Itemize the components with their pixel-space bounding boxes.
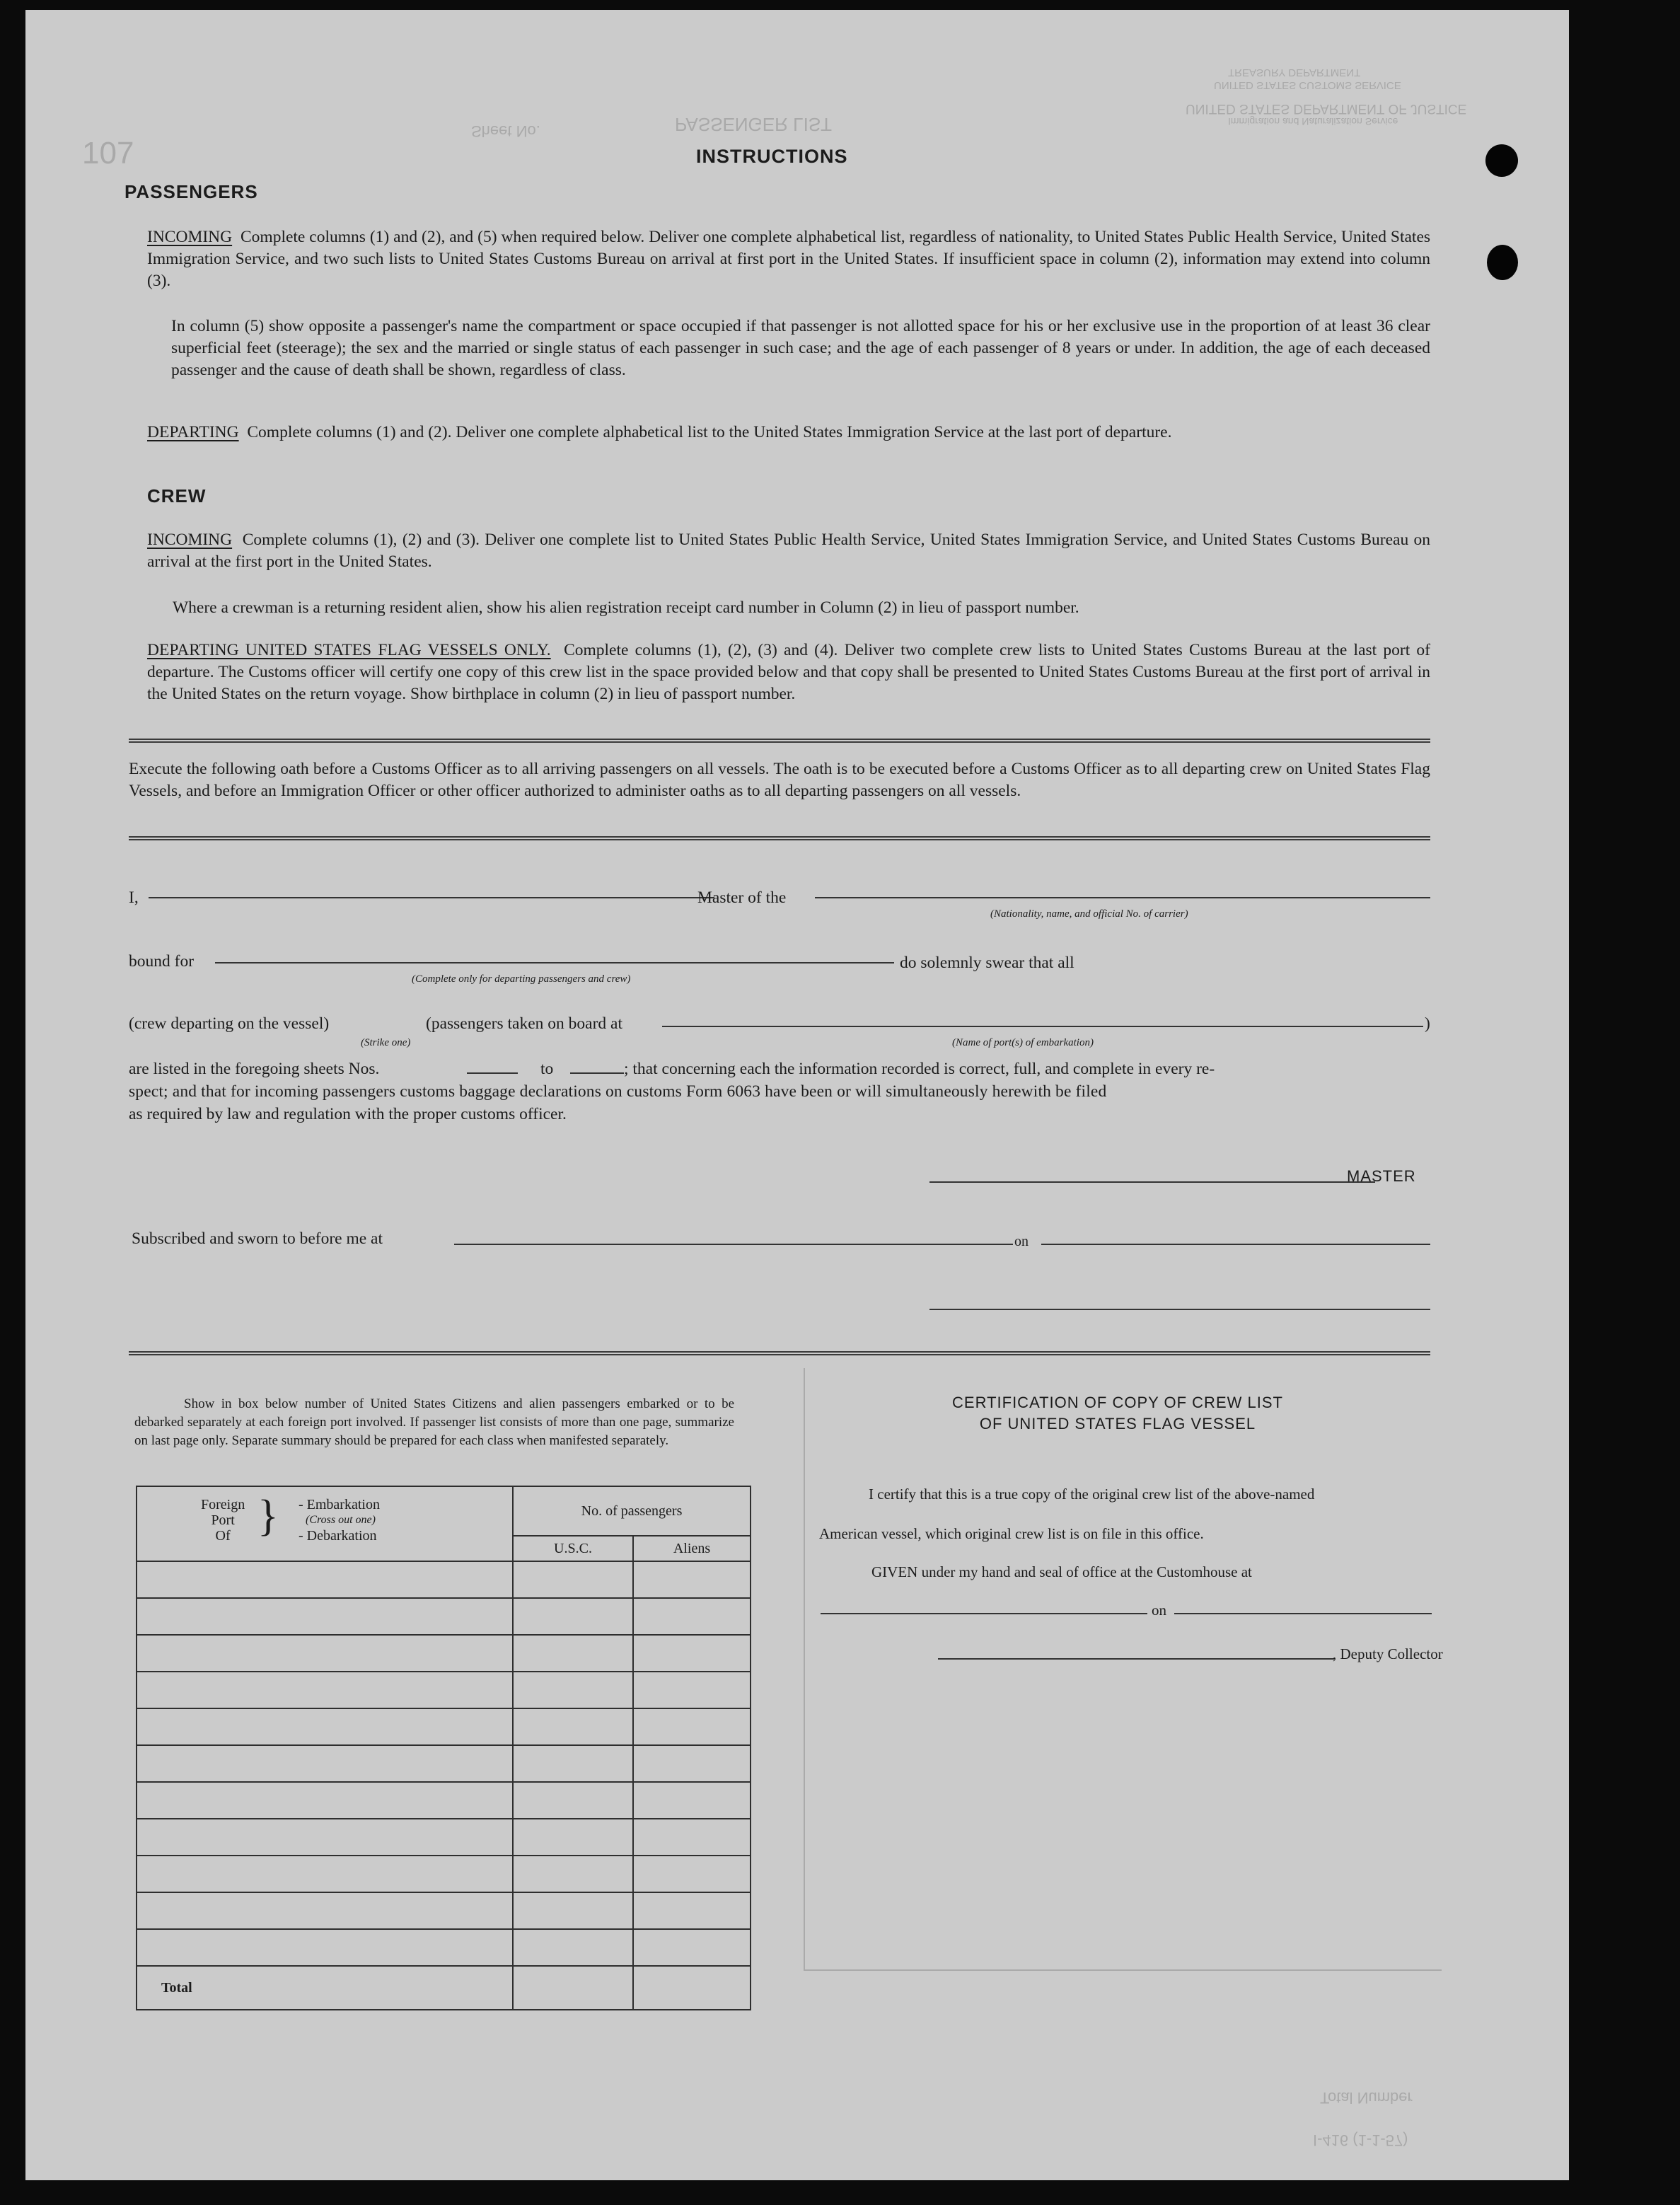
usc-cell[interactable] [513, 1856, 633, 1892]
total-label: Total [137, 1966, 513, 2010]
certify-line-2: American vessel, which original crew list is on file in this office. [819, 1525, 1204, 1542]
oath-intro: Execute the following oath before a Customs Officer as to all arriving passengers on all vessels. The oath is to be executed before a Customs Officer as to all departing crew on United States Flag Vessels, and before an Immigration Officer or other officer authorized to administer oaths as to all departing passengers on all vessels. [129, 760, 1430, 800]
form-page [25, 10, 1569, 2180]
crew-incoming-paragraph [147, 529, 1430, 573]
ghost-page-number: 107 [82, 136, 134, 170]
usc-cell[interactable] [513, 1598, 633, 1635]
ghost-total-number: Total Number [1320, 2089, 1413, 2107]
no-passengers-header: No. of passengers [513, 1486, 751, 1536]
aliens-cell[interactable] [633, 1929, 751, 1966]
customhouse-date-field[interactable] [1174, 1613, 1432, 1614]
listed-line-2: spect; and that for incoming passengers customs baggage declarations on customs Form 6063 have been or will simultaneously herewith be filed [129, 1082, 1107, 1101]
ghost-passenger-list: PASSENGER LIST [675, 114, 833, 135]
of-label: Of [215, 1528, 231, 1544]
table-row [137, 1856, 751, 1892]
port-caption: (Name of port(s) of embarkation) [952, 1037, 1094, 1048]
crew-departing-label: DEPARTING UNITED STATES FLAG VESSELS ONLY. [147, 641, 551, 659]
ghost-form-number: I-416 (1-1-57) [1313, 2131, 1408, 2149]
table-row [137, 1892, 751, 1929]
customhouse-place-field[interactable] [821, 1613, 1147, 1614]
passengers-incoming-label: INCOMING [147, 228, 233, 246]
listed-label: are listed in the foregoing sheets Nos. [129, 1060, 380, 1078]
master-name-field[interactable] [149, 897, 714, 898]
certification-panel [804, 1368, 1442, 1971]
aliens-cell[interactable] [633, 1561, 751, 1598]
crew-departing-text: Complete columns (1), (2), (3) and (4). Deliver two complete crew lists to United States Customs Bureau at the last port of departure. The Customs officer will certify one copy of this crew list in the space provided below and that copy shall be presented to United States Customs Bureau at the first port of arrival in the United States on the return voyage. Show birthplace in column (2) in lieu of passport number. [147, 641, 1431, 703]
certification-title-2: OF UNITED STATES FLAG VESSEL [979, 1415, 1256, 1433]
aliens-cell[interactable] [633, 1708, 751, 1745]
carrier-field[interactable] [815, 897, 1430, 898]
port-cell[interactable] [137, 1635, 513, 1672]
table-row [137, 1782, 751, 1819]
sworn-place-field[interactable] [454, 1244, 1013, 1245]
swear-label: do solemnly swear that all [900, 954, 1074, 972]
usc-cell[interactable] [513, 1782, 633, 1819]
to-label: to [540, 1060, 554, 1078]
usc-cell[interactable] [513, 1929, 633, 1966]
port-cell[interactable] [137, 1819, 513, 1856]
officer-signature-field[interactable] [929, 1309, 1430, 1310]
aliens-cell[interactable] [633, 1819, 751, 1856]
debarkation-label: - Debarkation [299, 1528, 377, 1544]
passengers-departing-label: DEPARTING [147, 423, 239, 441]
foreign-label: Foreign [201, 1497, 245, 1512]
table-row [137, 1929, 751, 1966]
port-embarkation-field[interactable] [662, 1026, 1423, 1027]
punch-hole-bottom [1487, 245, 1518, 280]
oath-i-label: I, [129, 889, 139, 907]
deputy-collector-signature[interactable] [938, 1658, 1334, 1660]
sheet-from-field[interactable] [467, 1072, 518, 1074]
table-row [137, 1635, 751, 1672]
total-row [137, 1966, 751, 2010]
port-cell[interactable] [137, 1672, 513, 1708]
passengers-incoming-paragraph [147, 226, 1430, 292]
sworn-on-label: on [1014, 1234, 1029, 1249]
crew-incoming-text: Complete columns (1), (2) and (3). Deliver one complete list to United States Public Health Service, United States Immigration Service, and United States Customs Bureau on arrival at the first port in the United States. [147, 531, 1430, 571]
given-line: GIVEN under my hand and seal of office at the Customhouse at [871, 1563, 1252, 1580]
sworn-date-field[interactable] [1041, 1244, 1430, 1245]
port-cell[interactable] [137, 1745, 513, 1782]
ghost-dept-1: TREASURY DEPARTMENT [1228, 66, 1361, 79]
passengers-taken-option: (passengers taken on board at [426, 1014, 622, 1033]
crew-departing-paragraph [147, 639, 1430, 705]
usc-cell[interactable] [513, 1672, 633, 1708]
ghost-dept-2: UNITED STATES CUSTOMS SERVICE [1214, 79, 1401, 91]
port-cell[interactable] [137, 1929, 513, 1966]
crew-departing-option: (crew departing on the vessel) [129, 1014, 330, 1033]
ghost-sheet-no: Sheet No. [471, 122, 540, 140]
usc-cell[interactable] [513, 1561, 633, 1598]
close-paren: ) [1425, 1014, 1430, 1033]
total-aliens-cell[interactable] [633, 1966, 751, 2010]
table-row [137, 1708, 751, 1745]
summary-note: Show in box below number of United States Citizens and alien passengers embarked or to be debarked separately at each foreign port involved. If passenger list consists of more than one page, summarize on last page only. Separate summary should be prepared for each class when manifested separately. [134, 1396, 734, 1448]
foreign-port-header [137, 1486, 513, 1561]
aliens-header: Aliens [633, 1536, 751, 1561]
port-label: Port [211, 1512, 235, 1528]
passengers-departing-text: Complete columns (1) and (2). Deliver one complete alphabetical list to the United States Immigration Service at the last port of departure. [247, 423, 1172, 441]
aliens-cell[interactable] [633, 1856, 751, 1892]
table-row [137, 1819, 751, 1856]
aliens-cell[interactable] [633, 1598, 751, 1635]
usc-cell[interactable] [513, 1892, 633, 1929]
embarkation-label: - Embarkation [299, 1497, 380, 1512]
listed-line-3: as required by law and regulation with the proper customs officer. [129, 1105, 567, 1123]
master-label: MASTER [1347, 1167, 1416, 1185]
brace-icon: } [257, 1492, 279, 1540]
usc-cell[interactable] [513, 1635, 633, 1672]
certification-title-1: CERTIFICATION OF COPY OF CREW LIST [952, 1394, 1283, 1411]
crew-heading: CREW [147, 485, 207, 507]
aliens-cell[interactable] [633, 1745, 751, 1782]
bound-for-label: bound for [129, 952, 195, 971]
passengers-departing-paragraph [147, 422, 1430, 444]
subscribed-label: Subscribed and sworn to before me at [132, 1229, 383, 1248]
port-cell[interactable] [137, 1892, 513, 1929]
table-row [137, 1598, 751, 1635]
passenger-summary-table [136, 1486, 751, 2010]
usc-cell[interactable] [513, 1819, 633, 1856]
ghost-dept-4: Immigration and Naturalization Service [1228, 116, 1398, 127]
master-signature-field[interactable] [929, 1181, 1375, 1183]
cross-out-label: (Cross out one) [306, 1514, 376, 1526]
usc-cell[interactable] [513, 1708, 633, 1745]
table-row [137, 1672, 751, 1708]
section-divider-3 [129, 1351, 1430, 1355]
master-of-the-label: Master of the [697, 889, 787, 907]
total-usc-cell[interactable] [513, 1966, 633, 2010]
column5-paragraph: In column (5) show opposite a passenger's name the compartment or space occupied if that passenger is not allotted space for his or her exclusive use in the proportion of at least 36 clear superficial feet (steerage); the sex and the married or single status of each passenger in such case; and the age of each passenger of 8 years or under. In addition, the age of each deceased passenger and the cause of death shall be shown, regardless of class. [171, 317, 1430, 379]
aliens-cell[interactable] [633, 1892, 751, 1929]
strike-caption: (Strike one) [361, 1037, 411, 1048]
listed-continued: ; that concerning each the information recorded is correct, full, and complete in every re- [624, 1060, 1215, 1078]
passengers-incoming-text: Complete columns (1) and (2), and (5) when required below. Deliver one complete alphabetical list, regardless of nationality, to United States Public Health Service, United States Immigration Service, and two such lists to United States Customs Bureau on arrival at first port in the United States. If insufficient space in column (2), information may extend into column (3). [147, 228, 1431, 290]
port-cell[interactable] [137, 1856, 513, 1892]
port-cell[interactable] [137, 1561, 513, 1598]
aliens-cell[interactable] [633, 1782, 751, 1819]
ghost-dept-3: UNITED STATES DEPARTMENT OF JUSTICE [1186, 101, 1467, 116]
aliens-cell[interactable] [633, 1635, 751, 1672]
deputy-collector-label: , Deputy Collector [1333, 1645, 1443, 1662]
section-divider-1 [129, 739, 1430, 743]
certify-line-1: I certify that this is a true copy of the original crew list of the above-named [869, 1486, 1315, 1503]
usc-cell[interactable] [513, 1745, 633, 1782]
certification-on-label: on [1152, 1602, 1166, 1619]
instructions-title: INSTRUCTIONS [696, 146, 848, 167]
port-cell[interactable] [137, 1708, 513, 1745]
port-cell[interactable] [137, 1598, 513, 1635]
section-divider-2 [129, 836, 1430, 840]
aliens-cell[interactable] [633, 1672, 751, 1708]
sheet-to-field[interactable] [570, 1072, 624, 1074]
punch-hole-top [1485, 144, 1518, 177]
crew-incoming-label: INCOMING [147, 531, 233, 549]
crew-returning-paragraph: Where a crewman is a returning resident alien, show his alien registration receipt card number in Column (2) in lieu of passport number. [173, 598, 1079, 617]
carrier-caption: (Nationality, name, and official No. of carrier) [990, 908, 1188, 920]
usc-header: U.S.C. [513, 1536, 633, 1561]
bound-for-field[interactable] [215, 962, 894, 963]
table-row [137, 1561, 751, 1598]
passengers-heading: PASSENGERS [124, 181, 258, 202]
table-row [137, 1745, 751, 1782]
bound-caption: (Complete only for departing passengers and crew) [412, 973, 631, 985]
port-cell[interactable] [137, 1782, 513, 1819]
